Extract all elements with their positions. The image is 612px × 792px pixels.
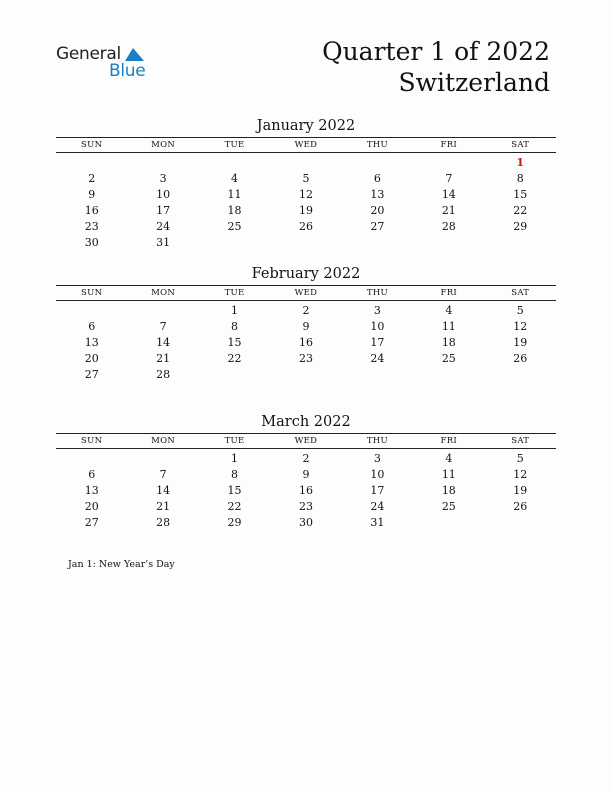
day-cell: 21 [156,352,171,365]
day-cell: 3 [373,452,381,465]
day-cell: 9 [302,320,310,333]
day-cell: 9 [88,188,96,201]
weekday-label: FRI [440,288,458,298]
weekday-label: MON [151,288,176,298]
day-grid [56,303,556,383]
day-cell: 12 [513,320,528,333]
empty-day-cell [413,155,484,171]
day-cell: 2 [88,172,96,185]
holiday-day-cell: 1 [516,156,525,169]
day-cell: 11 [227,188,242,201]
month-calendar [56,264,556,383]
day-cell: 4 [445,304,453,317]
empty-day-cell [56,303,127,319]
week-row [56,303,556,319]
empty-day-cell [199,235,270,251]
day-cell: 17 [370,336,385,349]
weekday-label: TUE [224,436,245,446]
day-cell: 30 [298,516,313,529]
day-cell: 18 [441,336,456,349]
empty-day-cell [270,155,341,171]
day-cell: 24 [156,220,171,233]
weekday-header [56,433,556,449]
weekday-label: WED [294,288,318,298]
empty-day-cell [56,155,127,171]
day-cell: 4 [231,172,239,185]
day-cell: 10 [370,320,385,333]
day-cell: 19 [298,204,313,217]
day-cell: 6 [88,468,96,481]
day-cell: 26 [298,220,313,233]
weekday-label: SAT [511,288,530,298]
week-row [56,351,556,367]
day-cell: 13 [84,336,99,349]
weekday-label: MON [151,140,176,150]
month-calendar [56,116,556,251]
day-cell: 23 [84,220,99,233]
day-cell: 25 [441,500,456,513]
day-cell: 30 [84,236,99,249]
day-cell: 13 [370,188,385,201]
day-cell: 20 [84,352,99,365]
empty-day-cell [413,515,484,531]
day-cell: 1 [231,304,239,317]
day-cell: 17 [370,484,385,497]
day-cell: 7 [159,320,167,333]
day-cell: 24 [370,352,385,365]
weekday-header [56,285,556,301]
day-cell: 5 [516,452,524,465]
week-row [56,203,556,219]
day-cell: 2 [302,304,310,317]
day-cell: 28 [156,368,171,381]
month-calendar [56,412,556,531]
day-cell: 10 [370,468,385,481]
logo-triangle-icon [123,48,145,62]
day-cell: 23 [298,500,313,513]
week-row [56,187,556,203]
day-cell: 15 [513,188,528,201]
week-row [56,335,556,351]
month-title: February 2022 [251,266,361,282]
day-cell: 16 [84,204,99,217]
weekday-label: WED [294,436,318,446]
day-cell: 28 [441,220,456,233]
weekday-label: MON [151,436,176,446]
empty-day-cell [199,155,270,171]
day-cell: 8 [231,320,239,333]
month-title: March 2022 [261,414,351,430]
day-cell: 19 [513,336,528,349]
week-row [56,483,556,499]
empty-day-cell [56,451,127,467]
day-cell: 3 [373,304,381,317]
weekday-label: SUN [81,288,103,298]
day-cell: 8 [231,468,239,481]
day-cell: 10 [156,188,171,201]
week-row [56,367,556,383]
month-title: January 2022 [256,118,356,134]
day-cell: 26 [513,352,528,365]
weekday-label: WED [294,140,318,150]
title-quarter: Quarter 1 of 2022 [322,37,550,66]
day-cell: 23 [298,352,313,365]
day-cell: 24 [370,500,385,513]
empty-day-cell [342,155,413,171]
day-grid [56,451,556,531]
week-row [56,155,556,171]
day-cell: 12 [298,188,313,201]
day-cell: 1 [231,452,239,465]
day-cell: 15 [227,484,242,497]
day-cell: 22 [227,500,242,513]
weekday-label: SAT [511,140,530,150]
day-cell: 11 [441,468,456,481]
day-cell: 27 [84,516,99,529]
weekday-label: TUE [224,288,245,298]
day-cell: 3 [159,172,167,185]
day-cell: 27 [370,220,385,233]
week-row [56,219,556,235]
day-cell: 6 [88,320,96,333]
day-cell: 16 [298,484,313,497]
day-grid [56,155,556,251]
empty-day-cell [127,155,198,171]
day-cell: 19 [513,484,528,497]
day-cell: 9 [302,468,310,481]
day-cell: 17 [156,204,171,217]
weekday-label: TUE [224,140,245,150]
day-cell: 21 [156,500,171,513]
holiday-note: Jan 1: New Year’s Day [68,559,175,570]
day-cell: 29 [227,516,242,529]
day-cell: 5 [516,304,524,317]
empty-day-cell [485,367,556,383]
empty-day-cell [342,235,413,251]
weekday-label: SUN [81,140,103,150]
day-cell: 22 [513,204,528,217]
weekday-label: FRI [440,436,458,446]
day-cell: 12 [513,468,528,481]
day-cell: 20 [84,500,99,513]
day-cell: 15 [227,336,242,349]
day-cell: 5 [302,172,310,185]
week-row [56,467,556,483]
weekday-label: THU [366,140,388,150]
day-cell: 11 [441,320,456,333]
week-row [56,235,556,251]
day-cell: 14 [156,336,171,349]
day-cell: 27 [84,368,99,381]
empty-day-cell [270,235,341,251]
day-cell: 29 [513,220,528,233]
weekday-label: THU [366,288,388,298]
day-cell: 21 [441,204,456,217]
empty-day-cell [342,367,413,383]
day-cell: 31 [156,236,171,249]
empty-day-cell [485,235,556,251]
weekday-header [56,137,556,153]
week-row [56,319,556,335]
day-cell: 2 [302,452,310,465]
empty-day-cell [413,235,484,251]
empty-day-cell [270,367,341,383]
day-cell: 13 [84,484,99,497]
day-cell: 6 [373,172,381,185]
day-cell: 25 [227,220,242,233]
day-cell: 26 [513,500,528,513]
empty-day-cell [413,367,484,383]
day-cell: 8 [516,172,524,185]
page-title [322,36,550,98]
week-row [56,515,556,531]
week-row [56,171,556,187]
day-cell: 28 [156,516,171,529]
logo-blue-text: Blue [109,61,146,81]
weekday-label: SUN [81,436,103,446]
empty-day-cell [199,367,270,383]
day-cell: 7 [159,468,167,481]
day-cell: 22 [227,352,242,365]
empty-day-cell [127,303,198,319]
day-cell: 14 [441,188,456,201]
day-cell: 16 [298,336,313,349]
day-cell: 18 [227,204,242,217]
day-cell: 7 [445,172,453,185]
day-cell: 25 [441,352,456,365]
title-country: Switzerland [398,68,550,97]
weekday-label: THU [366,436,388,446]
day-cell: 31 [370,516,385,529]
logo [56,44,156,84]
empty-day-cell [485,515,556,531]
week-row [56,499,556,515]
week-row [56,451,556,467]
day-cell: 14 [156,484,171,497]
day-cell: 18 [441,484,456,497]
logo-general-text: General [56,44,121,64]
weekday-label: FRI [440,140,458,150]
empty-day-cell [127,451,198,467]
day-cell: 4 [445,452,453,465]
weekday-label: SAT [511,436,530,446]
day-cell: 20 [370,204,385,217]
